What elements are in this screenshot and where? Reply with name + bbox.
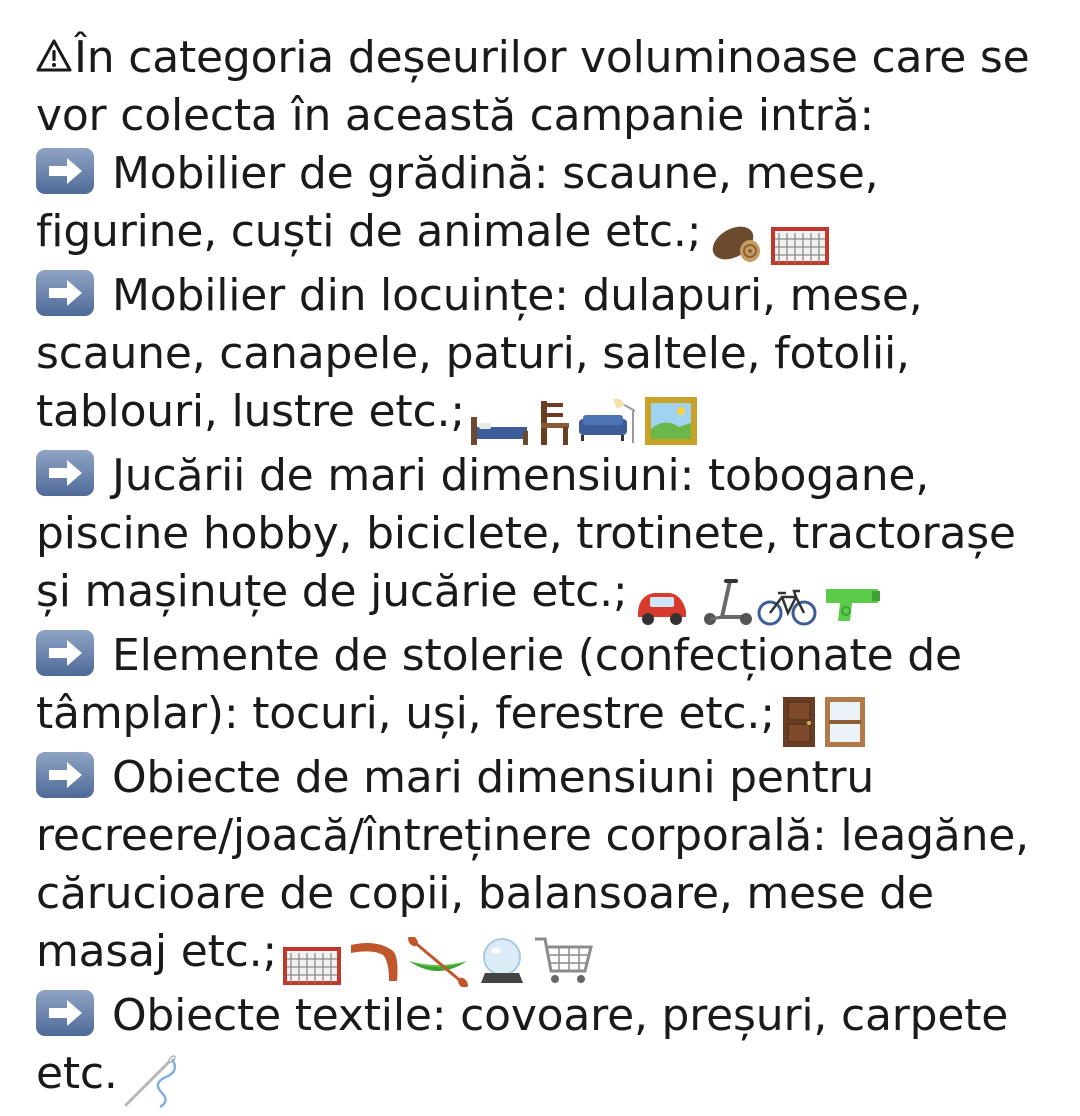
boomerang-icon [347, 937, 401, 987]
canoe-icon [405, 937, 471, 987]
right-arrow-icon [36, 990, 94, 1036]
right-arrow-icon [36, 630, 94, 676]
couch-and-lamp-icon [577, 397, 639, 447]
door-icon [779, 695, 819, 749]
bicycle-icon [756, 583, 818, 627]
list-item [36, 145, 1056, 267]
right-arrow-icon [36, 450, 94, 496]
water-pistol-icon [822, 581, 882, 627]
list-item [36, 267, 1056, 447]
goal-net-icon [769, 223, 831, 267]
crystal-ball-icon [475, 937, 529, 987]
window-icon [823, 695, 867, 749]
list-item [36, 627, 1056, 749]
item-text: Mobilier de grădină: scaune, mese, figurine, cuști de animale etc.; [36, 148, 879, 257]
right-arrow-icon [36, 270, 94, 316]
emoji-group [281, 929, 599, 987]
item-text: Mobilier din locuințe: dulapuri, mese, scaune, canapele, paturi, saltele, fotolii, tablouri, lustre etc.; [36, 270, 923, 437]
emoji-group [779, 691, 871, 749]
emoji-group [705, 209, 835, 267]
list-item [36, 749, 1056, 987]
document [36, 29, 1056, 1109]
right-arrow-icon [36, 148, 94, 194]
list-item [36, 447, 1056, 627]
bed-icon [469, 411, 529, 447]
right-arrow-icon [36, 752, 94, 798]
emoji-group [469, 389, 703, 447]
item-text: Jucării de mari dimensiuni: tobogane, piscine hobby, biciclete, trotinete, tractorașe și mașinuțe de jucărie etc.; [36, 450, 1016, 617]
chair-icon [533, 397, 573, 447]
car-icon [632, 583, 692, 627]
log-icon [705, 217, 765, 267]
item-text: Elemente de stolerie (confecționate de tâmplar): tocuri, uși, ferestre etc.; [36, 630, 962, 739]
intro-text: În categoria deșeurilor voluminoase care se vor colecta în această campanie intră: [36, 32, 1030, 141]
emoji-group [632, 569, 886, 627]
goal-net-icon [281, 943, 343, 987]
list-item [36, 987, 1056, 1109]
intro-paragraph [36, 29, 1056, 145]
framed-picture-icon [643, 395, 699, 447]
sewing-needle-icon [122, 1051, 182, 1109]
shopping-cart-icon [533, 935, 595, 987]
item-text: Obiecte textile: covoare, preșuri, carpete etc. [36, 990, 1009, 1099]
kick-scooter-icon [696, 577, 752, 627]
item-text: Obiecte de mari dimensiuni pentru recreere/joacă/întreținere corporală: leagăne, cărucioare de copii, balansoare, mese de masaj etc.; [36, 752, 1029, 977]
warning-icon [36, 31, 72, 67]
emoji-group [122, 1051, 186, 1109]
